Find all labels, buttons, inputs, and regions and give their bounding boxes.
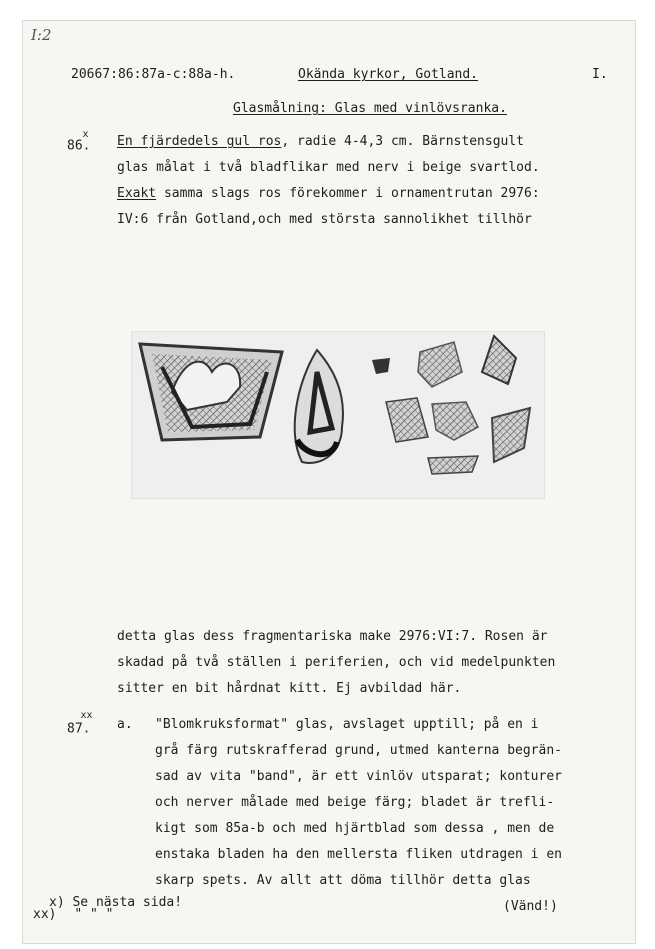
fragment-small-dark xyxy=(372,358,390,374)
fragment-hatched-top-2 xyxy=(482,336,516,384)
fragment-hatched-top-1 xyxy=(418,342,462,387)
entry-87-line-3: sad av vita "band", är ett vinlöv utsparat; konturer xyxy=(155,769,562,784)
subtitle: Glasmålning: Glas med vinlövsranka. xyxy=(233,101,507,116)
fragments-photograph xyxy=(131,331,545,499)
fragment-shield xyxy=(295,350,343,463)
turn-page-note: (Vänd!) xyxy=(503,899,558,914)
fragment-hatched-mid-1 xyxy=(386,398,428,442)
entry-87-line-6: enstaka bladen ha den mellersta fliken utdragen i en xyxy=(155,847,562,862)
entry-86-line-3: Exakt samma slags ros förekommer i ornamentrutan 2976: xyxy=(117,186,540,201)
footnote-ditto: xx) " " " xyxy=(33,907,114,922)
entry-86-line-1: En fjärdedels gul ros, radie 4-4,3 cm. Bärnstensgult xyxy=(117,134,525,149)
ditto-mark: xx) xyxy=(33,907,57,922)
fragment-hatched-right xyxy=(492,408,530,462)
entry-87-sub: a. xyxy=(117,717,133,732)
entry-87-line-4: och nerver målade med beige färg; bladet är trefli- xyxy=(155,795,555,810)
entry-86-title: En fjärdedels gul ros xyxy=(117,134,282,149)
entry-87-line-2: grå färg rutskrafferad grund, utmed kanterna begrän- xyxy=(155,743,562,758)
entry-86-number: 86.$^x$ xyxy=(67,129,91,154)
footnote-text: Se nästa sida! xyxy=(72,895,183,910)
footnote-mark: x) xyxy=(49,895,65,910)
page-number: I. xyxy=(592,67,608,82)
fragment-large-trapezoid xyxy=(140,344,282,440)
catalog-card xyxy=(22,20,636,944)
entry-87-line-7: skarp spets. Av allt att döma tillhör detta glas xyxy=(155,873,531,888)
entry-87-mark: xx xyxy=(80,710,93,721)
entry-86-line-6: skadad på två ställen i periferien, och vid medelpunkten xyxy=(117,655,556,670)
entry-86-line-2: glas målat i två bladflikar med nerv i beige svartlod. xyxy=(117,160,540,175)
place-heading: Okända kyrkor, Gotland. xyxy=(298,67,479,82)
fragments-drawing xyxy=(132,332,544,498)
entry-87-line-5: kigt som 85a-b och med hjärtblad som dessa , men de xyxy=(155,821,555,836)
fragment-hatched-mid-2 xyxy=(432,402,478,440)
entry-86-line-7: sitter en bit hårdnat kitt. Ej avbildad här. xyxy=(117,681,462,696)
entry-87-line-1: "Blomkruksformat" glas, avslaget upptill; på en i xyxy=(155,717,539,732)
entry-87-number: 87.$^{xx}$ xyxy=(67,710,93,737)
fragment-hatched-bottom xyxy=(428,456,478,474)
entry-86-line-4: IV:6 från Gotland,och med största sannolikhet tillhör xyxy=(117,212,532,227)
entry-86-line-5: detta glas dess fragmentariska make 2976:VI:7. Rosen är xyxy=(117,629,548,644)
entry-86-mark: x xyxy=(82,129,89,140)
corner-note: I:2 xyxy=(31,26,52,44)
catalog-number: 20667:86:87a-c:88a-h. xyxy=(71,67,236,82)
